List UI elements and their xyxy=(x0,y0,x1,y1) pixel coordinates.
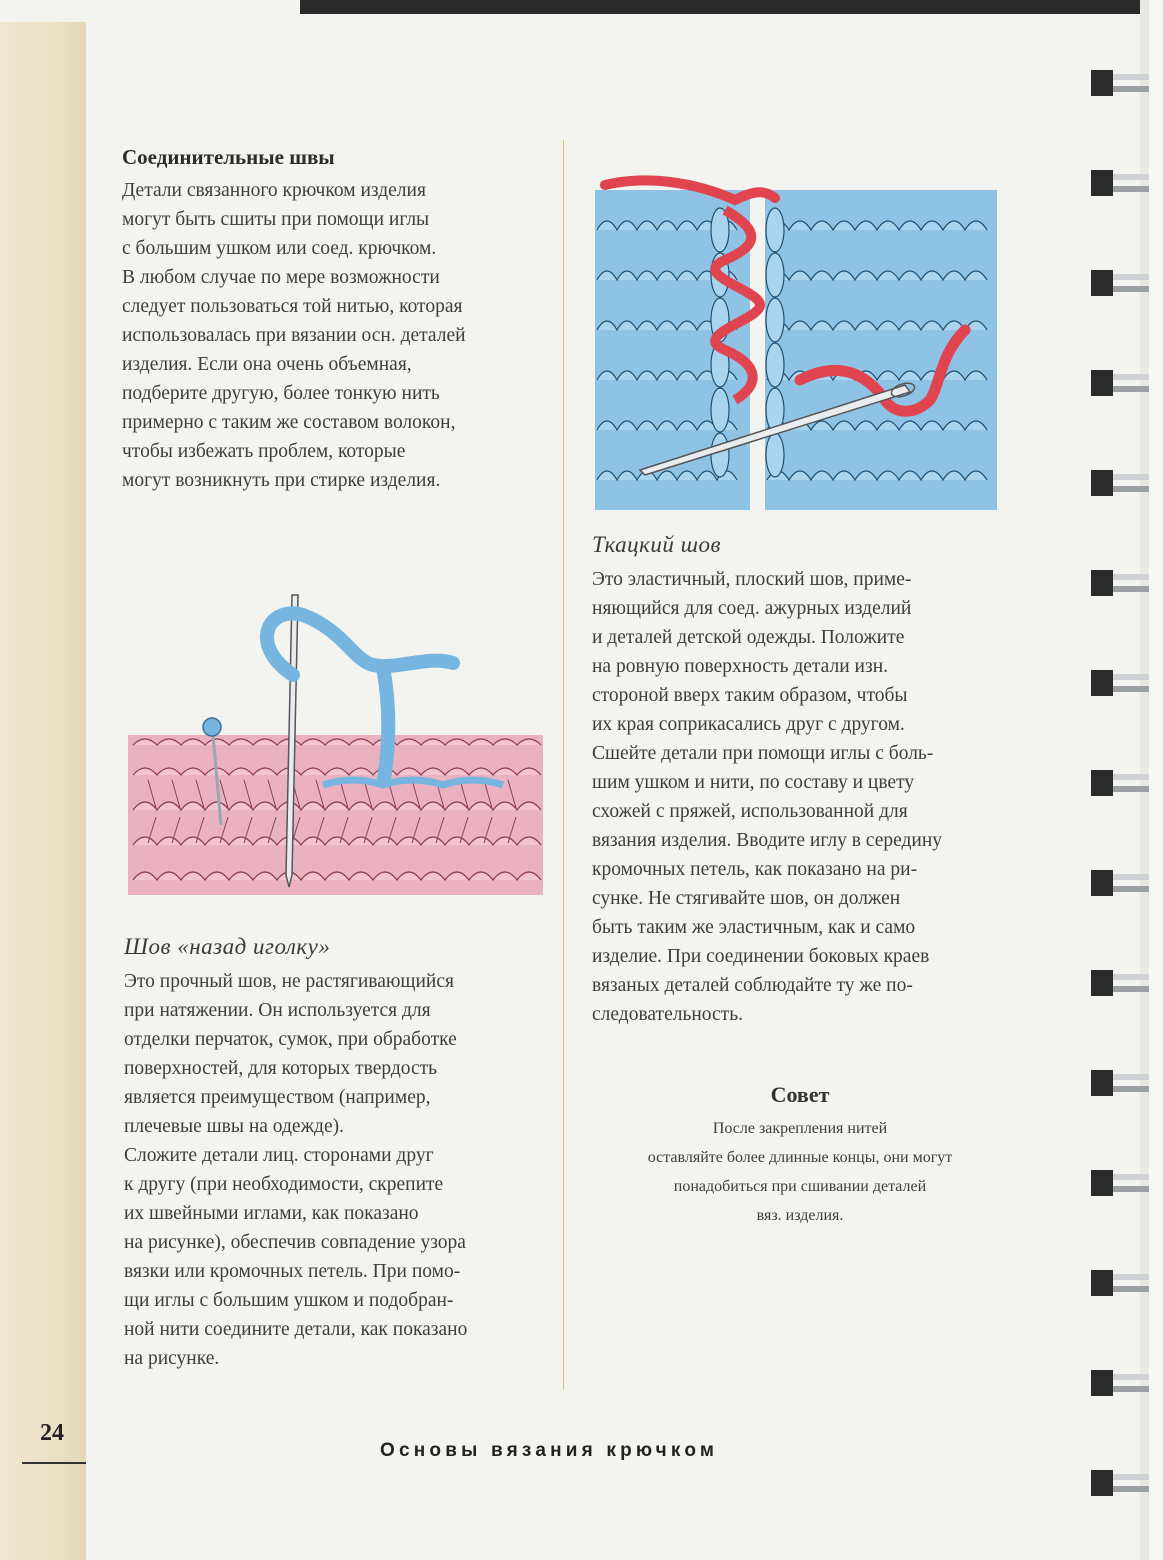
weaving-seam-heading: Ткацкий шов xyxy=(592,532,722,557)
pin-head xyxy=(203,718,221,736)
column-divider xyxy=(563,140,564,1390)
connecting-seams-heading: Соединительные швы xyxy=(122,145,335,169)
backstitch-illustration xyxy=(128,585,543,905)
weaving-seam-section xyxy=(592,530,1022,1029)
right-blue-fabric xyxy=(765,190,997,510)
connecting-seams-body: Детали связанного крючком изделия могут быть сшиты при помощи иглы с большим ушком или соед. крючком. В любом случае по мере возможности следует пользоваться той нитью, которая использовалась при вязании осн. деталей изделия. Если она очень объемная, подберите другую, более тонкую нить примерно с таким же составом волокон, чтобы избежать проблем, которые могут возникнуть при стирке изделия. xyxy=(122,180,466,491)
connecting-seams-section xyxy=(122,143,552,495)
weaving-seam-body: Это эластичный, плоский шов, приме- няющийся для соед. ажурных изделий и деталей детской одежды. Положите на ровную поверхность детали изн. стороной вверх таким образом, чтобы их края соприкасались друг с другом. Сшейте детали при помощи иглы с боль- шим ушком и нити, по составу и цвету схожей с пряжей, использованной для вязания изделия. Вводите иглу в середину кромочных петель, как показано на ри- сунке. Не стягивайте шов, он должен быть таким же эластичным, как и само изделие. При соединении боковых краев вязаных деталей соблюдайте ту же по- следовательность. xyxy=(592,569,943,1025)
pink-fabric xyxy=(128,735,543,895)
book-title-footer: Основы вязания крючком xyxy=(380,1440,719,1461)
tip-title: Совет xyxy=(770,1082,830,1107)
top-edge-shadow xyxy=(300,0,1140,14)
tip-text: После закрепления нитей оставляйте более длинные концы, они могут понадобиться при сшивании деталей вяз. изделия. xyxy=(647,1120,953,1224)
backstitch-body: Это прочный шов, не растягивающийся при натяжении. Он используется для отделки перчаток, сумок, при обработке поверхностей, для которых твердость является преимуществом (например, плечевые швы на одежде). Сложите детали лиц. сторонами друг к другу (при необходимости, скрепите их швейными иглами, как показано на рисунке), обеспечив совпадение узора вязки или кромочных петель. При помо- щи иглы с большим ушком и подобран- ной нити соедините детали, как показано на рисунке. xyxy=(124,971,468,1369)
backstitch-heading: Шов «назад иголку» xyxy=(124,934,331,959)
binding-rings xyxy=(1091,70,1149,1496)
weaving-seam-illustration xyxy=(585,170,1005,515)
backstitch-section xyxy=(124,932,554,1373)
spiral-binding xyxy=(1083,0,1163,1560)
tip-box xyxy=(600,1082,1000,1230)
page-number: 24 xyxy=(40,1420,64,1446)
page-number-rule xyxy=(22,1462,86,1464)
blue-yarn-down xyxy=(383,667,388,785)
left-margin-strip xyxy=(0,22,86,1560)
